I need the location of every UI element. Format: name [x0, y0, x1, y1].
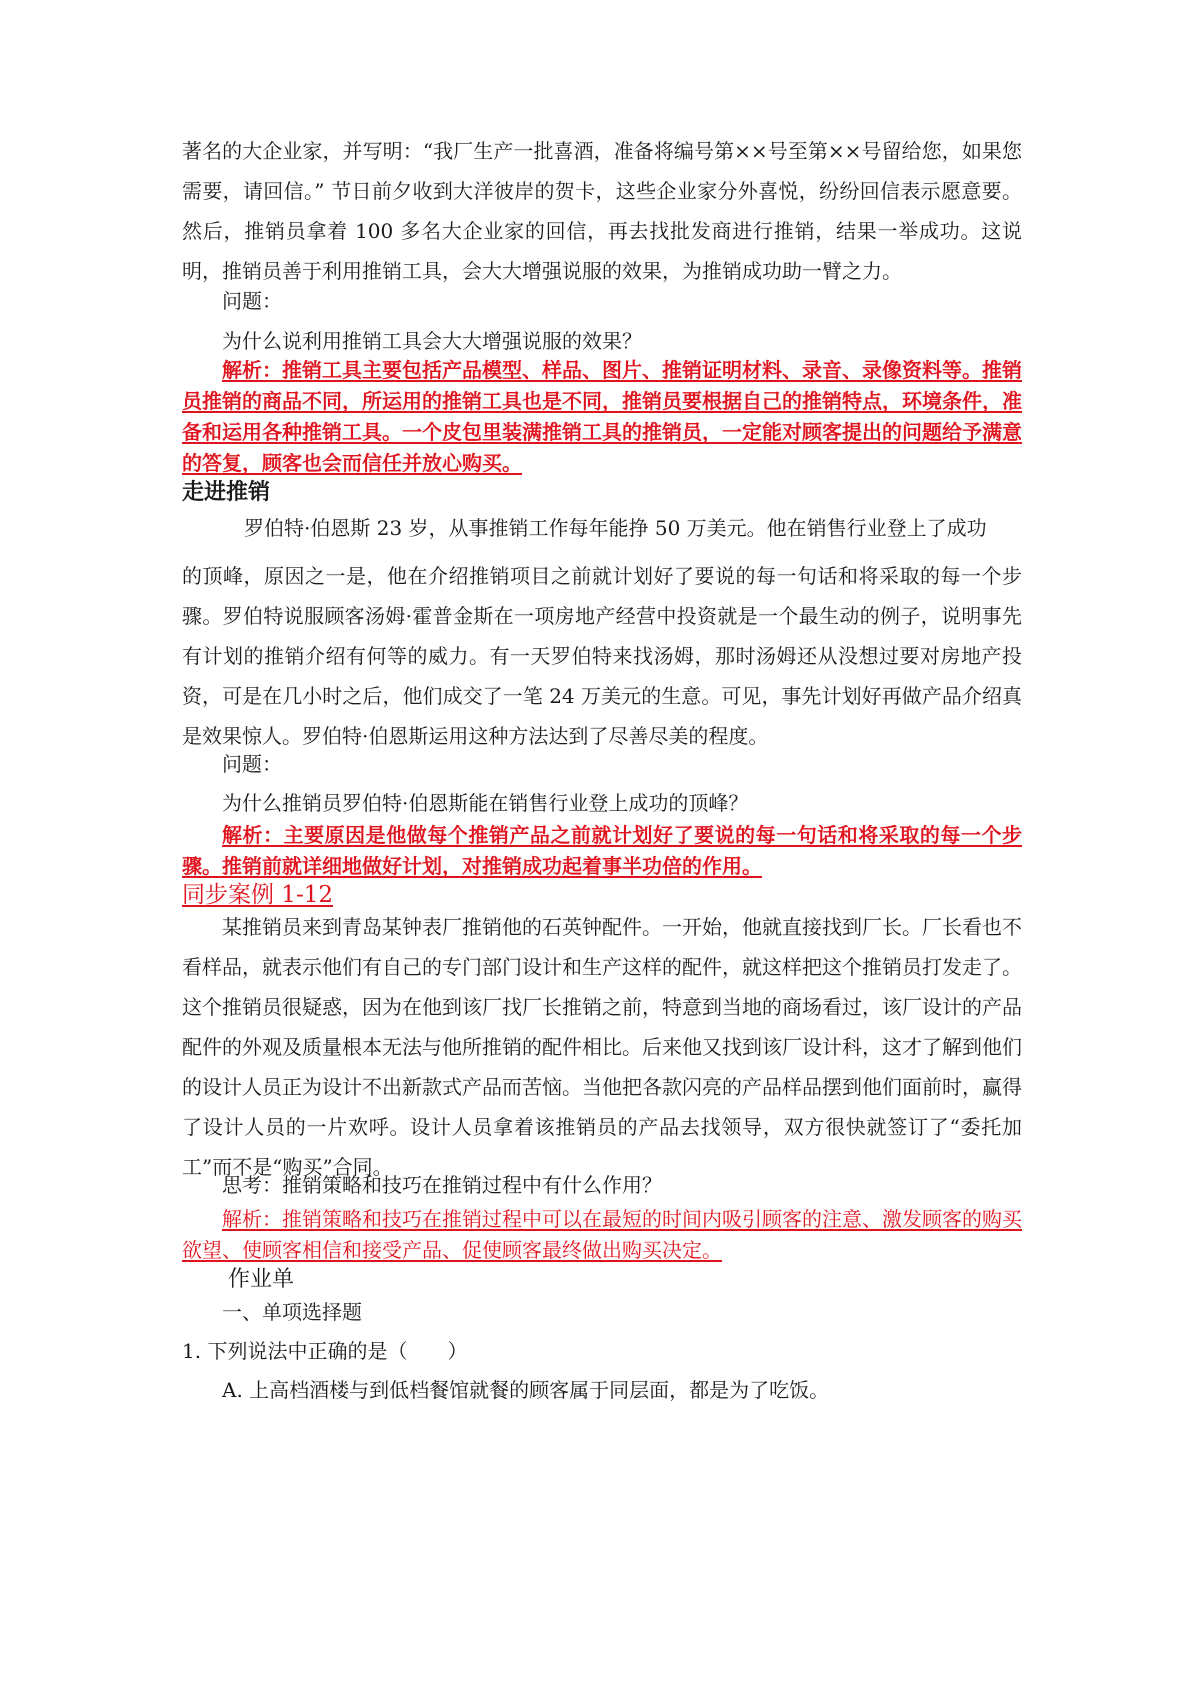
think-question: 思考：推销策略和技巧在推销过程中有什么作用？	[222, 1173, 662, 1197]
question-label-1: 问题：	[222, 289, 282, 313]
answer-1: 解析：推销工具主要包括产品模型、样品、图片、推销证明材料、录音、录像资料等。推销员推销的商品不同，所运用的推销工具也是不同，推销员要根据自己的推销特点，环境条件，准备和运用各种推销工具。一个皮包里装满推销工具的推销员，一定能对顾客提出的问题给予满意的答复，顾客也会而信任并放心购买。	[182, 358, 1022, 475]
case-paragraph-2: 的顶峰，原因之一是，他在介绍推销项目之前就计划好了要说的每一句话和将采取的每一个步骤。罗伯特说服顾客汤姆·霍普金斯在一项房地产经营中投资就是一个最生动的例子，说明事先有计划的推销介绍有何等的威力。有一天罗伯特来找汤姆，那时汤姆还从没想过要对房地产投资，可是在几小时之后，他们成交了一笔 24 万美元的生意。可见，事先计划好再做产品介绍真是效果惊人。罗伯特·伯恩斯运用这种方法达到了尽善尽美的程度。	[182, 564, 1022, 748]
section-heading: 走进推销	[182, 480, 271, 505]
worksheet-heading: 作业单	[228, 1267, 295, 1292]
question-item-1: 1. 下列说法中正确的是（ ）	[182, 1339, 468, 1363]
section-single-choice: 一、单项选择题	[222, 1300, 362, 1324]
answer-2: 解析：主要原因是他做每个推销产品之前就计划好了要说的每一句话和将采取的每一个步骤。推销前就详细地做好计划，对推销成功起着事半功倍的作用。	[182, 823, 1022, 878]
question-2: 为什么推销员罗伯特·伯恩斯能在销售行业登上成功的顶峰？	[222, 791, 749, 815]
question-label-2: 问题：	[222, 752, 282, 776]
question-1: 为什么说利用推销工具会大大增强说服的效果？	[222, 329, 642, 353]
case-paragraph-1: 著名的大企业家，并写明：“我厂生产一批喜酒，准备将编号第××号至第××号留给您，如果您需要，请回信。” 节日前夕收到大洋彼岸的贺卡，这些企业家分外喜悦，纷纷回信表示愿意要。然后，推销员拿着 100 多名大企业家的回信，再去找批发商进行推销，结果一举成功。这说明，推销员善于利用推销工具，会大大增强说服的效果，为推销成功助一臂之力。	[182, 139, 1022, 283]
case-paragraph-2-first-line: 罗伯特·伯恩斯 23 岁，从事推销工作每年能挣 50 万美元。他在销售行业登上了成功	[244, 516, 987, 540]
answer-3: 解析：推销策略和技巧在推销过程中可以在最短的时间内吸引顾客的注意、激发顾客的购买欲望、使顾客相信和接受产品、促使顾客最终做出购买决定。	[182, 1207, 1022, 1262]
case-paragraph-3: 某推销员来到青岛某钟表厂推销他的石英钟配件。一开始，他就直接找到厂长。厂长看也不看样品，就表示他们有自己的专门部门设计和生产这样的配件，就这样把这个推销员打发走了。这个推销员很疑惑，因为在他到该厂找厂长推销之前，特意到当地的商场看过，该厂设计的产品配件的外观及质量根本无法与他所推销的配件相比。后来他又找到该厂设计科，这才了解到他们的设计人员正为设计不出新款式产品而苦恼。当他把各款闪亮的产品样品摆到他们面前时，赢得了设计人员的一片欢呼。设计人员拿着该推销员的产品去找领导，双方很快就签订了“委托加工”而不是“购买”合同。	[182, 915, 1022, 1179]
option-a: A. 上高档酒楼与到低档餐馆就餐的顾客属于同层面，都是为了吃饭。	[222, 1378, 830, 1402]
case-heading: 同步案例 1-12	[182, 882, 333, 908]
